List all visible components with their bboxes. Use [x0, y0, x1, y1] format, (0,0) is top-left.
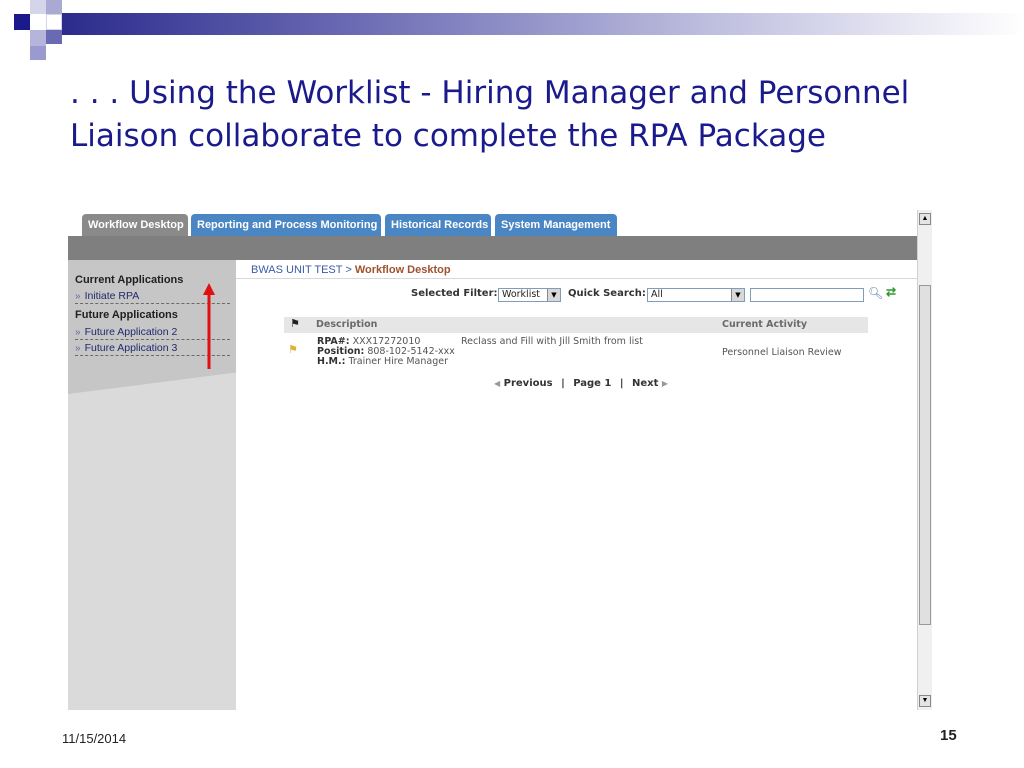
- page-number: Page 1: [573, 378, 612, 389]
- breadcrumb-separator: >: [342, 264, 355, 276]
- sidebar-heading-current: Current Applications: [75, 274, 184, 286]
- selected-filter-value: Worklist: [502, 289, 541, 300]
- main-content: [236, 260, 917, 710]
- quick-search-select[interactable]: [647, 288, 745, 302]
- deco-square: [30, 0, 46, 14]
- column-header-description[interactable]: Description: [316, 319, 378, 330]
- sidebar-heading-future: Future Applications: [75, 309, 178, 321]
- pager: [494, 378, 668, 389]
- scroll-down-icon[interactable]: ▼: [919, 695, 931, 707]
- divider: [236, 278, 917, 279]
- triangle-right-icon: ▶: [661, 379, 669, 388]
- tab-bar: [68, 210, 917, 236]
- deco-square: [14, 14, 30, 30]
- current-activity: Personnel Liaison Review: [722, 347, 842, 358]
- double-chevron-icon: »: [75, 327, 81, 338]
- rpa-label: RPA#:: [317, 336, 350, 347]
- tab-historical-records[interactable]: Historical Records: [385, 214, 491, 236]
- sidebar-item-label: Initiate RPA: [84, 290, 140, 302]
- annotation-arrow: [202, 283, 216, 369]
- hm-label: H.M.:: [317, 356, 346, 367]
- double-chevron-icon: »: [75, 343, 81, 354]
- refresh-icon[interactable]: ⇄: [886, 285, 897, 299]
- breadcrumb: [251, 264, 451, 276]
- deco-square: [30, 30, 46, 46]
- slide-page-number: 15: [940, 727, 957, 744]
- rpa-value: XXX17272010: [352, 336, 421, 347]
- double-chevron-icon: »: [75, 291, 81, 302]
- quick-search-input[interactable]: [750, 288, 864, 302]
- pager-separator: |: [561, 378, 565, 389]
- deco-square: [30, 46, 46, 60]
- tab-reporting-process-monitoring[interactable]: Reporting and Process Monitoring: [191, 214, 381, 236]
- column-header-current-activity[interactable]: Current Activity: [722, 319, 808, 330]
- app-screenshot: [68, 210, 932, 710]
- selected-filter-select[interactable]: [498, 288, 561, 302]
- scrollbar-thumb[interactable]: [919, 285, 931, 625]
- table-row[interactable]: [284, 337, 868, 373]
- worklist-grid-header: [284, 317, 868, 333]
- tab-workflow-desktop[interactable]: Workflow Desktop: [82, 214, 188, 236]
- previous-link[interactable]: Previous: [503, 378, 553, 389]
- flag-icon: ⚑: [290, 317, 300, 330]
- vertical-scrollbar[interactable]: [917, 210, 932, 710]
- selected-filter-label: Selected Filter:: [411, 288, 498, 299]
- row-description: Reclass and Fill with Jill Smith from list: [461, 336, 643, 347]
- scroll-up-icon[interactable]: ▲: [919, 213, 931, 225]
- hiring-manager: [317, 357, 448, 367]
- slide-date: 11/15/2014: [62, 731, 127, 746]
- next-link[interactable]: Next: [632, 378, 659, 389]
- quick-search-value: All: [651, 289, 663, 300]
- position-value: 808-102-5142-xxx: [367, 346, 455, 357]
- hm-value: Trainer Hire Manager: [348, 356, 449, 367]
- breadcrumb-current: Workflow Desktop: [354, 264, 451, 276]
- position-label: Position:: [317, 346, 365, 357]
- sidebar-item-label: Future Application 2: [84, 326, 178, 338]
- sidebar-item-label: Future Application 3: [84, 342, 178, 354]
- header-bar: [68, 236, 917, 260]
- triangle-left-icon: ◀: [494, 379, 501, 388]
- tab-system-management[interactable]: System Management: [495, 214, 617, 236]
- title-gradient-bar: [62, 13, 1024, 35]
- chevron-down-icon[interactable]: ▼: [547, 289, 560, 301]
- deco-square: [46, 30, 62, 44]
- pager-separator: |: [619, 378, 624, 389]
- breadcrumb-root[interactable]: BWAS UNIT TEST: [251, 264, 343, 276]
- slide-title: . . . Using the Worklist - Hiring Manager and Personnel Liaison collaborate to complete the RPA Package: [70, 75, 910, 154]
- search-icon[interactable]: 🔍︎: [868, 286, 884, 300]
- deco-square: [46, 0, 62, 14]
- deco-square: [46, 14, 62, 30]
- chevron-down-icon[interactable]: ▼: [731, 289, 744, 301]
- quick-search-label: Quick Search:: [568, 288, 646, 299]
- flag-icon[interactable]: ⚑: [288, 343, 298, 356]
